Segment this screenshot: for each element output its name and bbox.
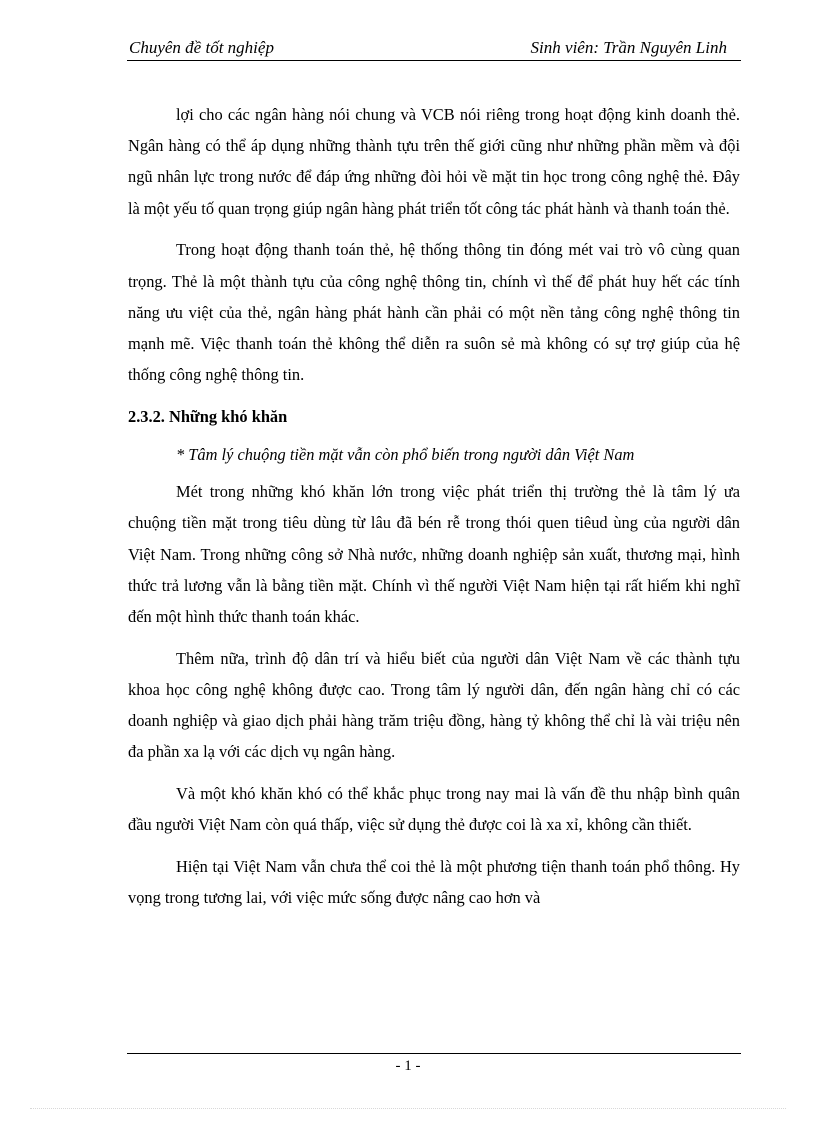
paragraph-5: Và một khó khăn khó có thể khắc phục trong nay mai là vấn đề thu nhập bình quân đầu người Việt Nam còn quá thấp, việc sử dụng thẻ được coi là xa xỉ, không cần thiết.: [128, 784, 740, 835]
page-header: [127, 38, 741, 61]
paragraph-4: Thêm nữa, trình độ dân trí và hiểu biết của người dân Việt Nam về các thành tựu khoa học công nghệ không được cao. Trong tâm lý người dân, đến ngân hàng chỉ có các doanh nghiệp và giao dịch phải hàng trăm triệu đồng, hàng tỷ không thể chỉ là vài triệu nên đa phần xa lạ với các dịch vụ ngân hàng.: [128, 648, 740, 762]
paragraph-1: lợi cho các ngân hàng nói chung và VCB nói riêng trong hoạt động kinh doanh thẻ. Ngân hàng có thể áp dụng những thành tựu trên thế giới cũng như những phần mềm và đội ngũ nhân lực trong nước để đáp ứng những đòi hỏi về mặt tin học trong công nghệ thẻ. Đây là một yếu tố quan trọng giúp ngân hàng phát triển tốt công tác phát hành và thanh toán thẻ.: [128, 105, 740, 218]
footer-divider: [127, 1053, 741, 1054]
section-heading: 2.3.2. Những khó khăn: [128, 406, 288, 426]
paragraph-2: Trong hoạt động thanh toán thẻ, hệ thống thông tin đóng mét vai trò vô cùng quan trọng. Thẻ là một thành tựu của công nghệ thông tin, chính vì thế để phát huy hết các tính năng ưu việt của thẻ, ngân hàng phát hành cần phải có một nền tảng công nghệ thông tin mạnh mẽ. Việc thanh toán thẻ không thể diễn ra suôn sẻ mà không có sự trợ giúp của hệ thống công nghệ thông tin.: [128, 240, 740, 385]
header-title: Chuyên đề tốt nghiệp: [129, 38, 274, 57]
paragraph-6: Hiện tại Việt Nam vẫn chưa thể coi thẻ là một phương tiện thanh toán phổ thông. Hy vọng trong tương lai, với việc mức sống được nâng cao hơn và: [128, 856, 740, 908]
document-body: [128, 99, 740, 924]
header-author: Sinh viên: Trần Nguyên Linh: [530, 38, 727, 57]
paragraph-3: Mét trong những khó khăn lớn trong việc phát triển thị trường thẻ là tâm lý ưa chuộng tiền mặt trong tiêu dùng từ lâu đã bén rễ trong thói quen tiêud ùng của người dân Việt Nam. Trong những công sở Nhà nước, những doanh nghiệp sản xuất, thương mại, hình thức trả lương vẫn là bằng tiền mặt. Chính vì thế người Việt Nam hiện tại rất hiếm khi nghĩ đến một hình thức thanh toán khác.: [128, 482, 740, 627]
page-bottom-border: [30, 1108, 786, 1109]
section-subheading: * Tâm lý chuộng tiền mặt vẫn còn phổ biến trong người dân Việt Nam: [176, 445, 635, 465]
page-number: - 1 -: [395, 1058, 421, 1074]
